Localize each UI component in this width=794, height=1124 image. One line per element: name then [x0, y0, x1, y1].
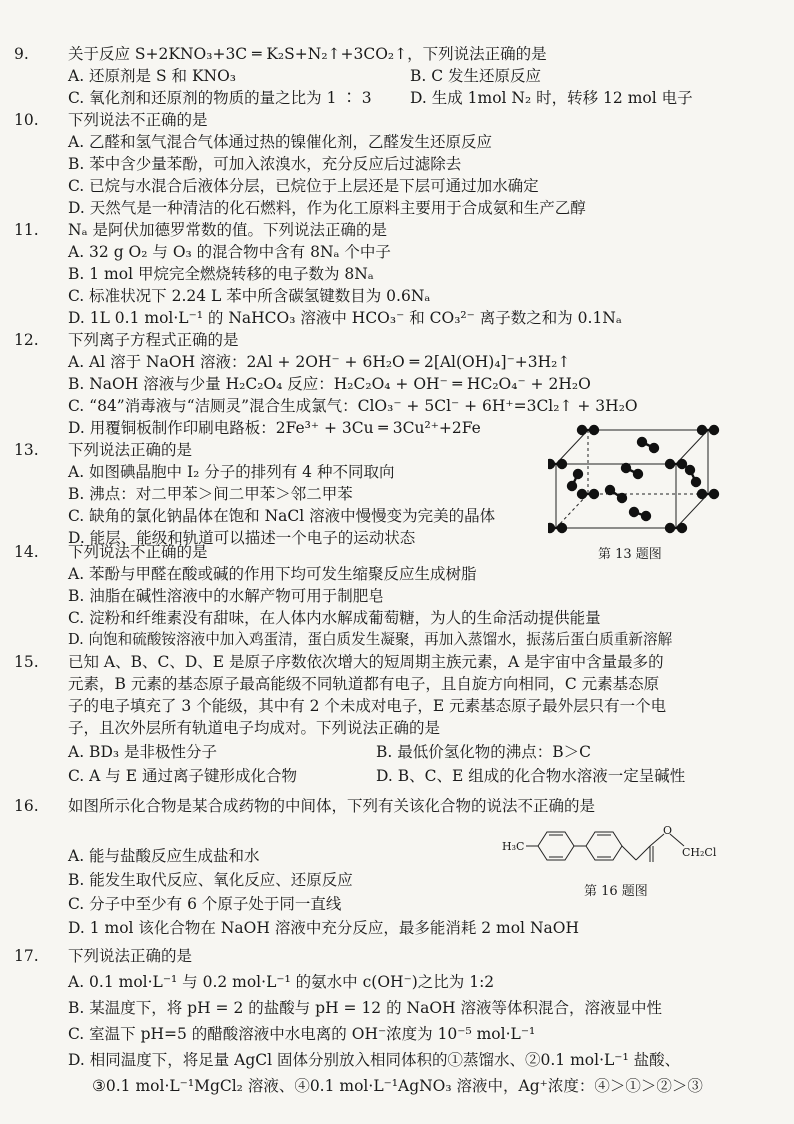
- question-10: [14, 108, 208, 130]
- option-d: D. 能层、能级和轨道可以描述一个电子的运动状态: [68, 529, 416, 547]
- option-d: D. 生成 1mol N₂ 时，转移 12 mol 电子: [410, 89, 693, 107]
- option-c: C. 分子中至少有 6 个原子处于同一直线: [68, 895, 342, 913]
- question-number: 12.: [14, 331, 39, 349]
- option-a: A. 苯酚与甲醛在酸或碱的作用下均可发生缩聚反应生成树脂: [68, 565, 477, 583]
- option-d: D. B、C、E 组成的化合物水溶液一定呈碱性: [376, 767, 686, 785]
- question-stem: 下列说法不正确的是: [68, 111, 208, 129]
- option-b: B. 最低价氢化物的沸点：B＞C: [376, 743, 591, 761]
- figure-13-caption: 第 13 题图: [598, 547, 662, 562]
- question-number: 11.: [14, 221, 39, 239]
- question-stem-line-2: 元素，B 元素的基态原子最高能级不同轨道都有电子，且自旋方向相同，C 元素基态原: [68, 675, 660, 693]
- oxygen-label: O: [663, 826, 673, 837]
- option-b: B. 沸点：对二甲苯＞间二甲苯＞邻二甲苯: [68, 485, 353, 503]
- option-c: C. 室温下 pH=5 的醋酸溶液中水电离的 OH⁻浓度为 10⁻⁵ mol·L⁻¹: [68, 1025, 536, 1043]
- question-14: [14, 540, 208, 562]
- option-b: B. NaOH 溶液与少量 H₂C₂O₄ 反应：H₂C₂O₄ + OH⁻ ═ HC₂O₄⁻ + 2H₂O: [68, 375, 591, 393]
- option-a: A. Al 溶于 NaOH 溶液：2Al + 2OH⁻ + 6H₂O ═ 2[Al(OH)₄]⁻+3H₂↑: [68, 353, 571, 371]
- option-a: A. 能与盐酸反应生成盐和水: [68, 847, 260, 865]
- option-b: B. 苯中含少量苯酚，可加入浓溴水，充分反应后过滤除去: [68, 155, 462, 173]
- question-number: 17.: [14, 947, 39, 965]
- methyl-label: H₃C: [502, 840, 525, 853]
- option-c: C. A 与 E 通过离子键形成化合物: [68, 767, 297, 785]
- option-a: A. 32 g O₂ 与 O₃ 的混合物中含有 8Nₐ 个中子: [68, 243, 391, 261]
- figure-16-caption: 第 16 题图: [584, 884, 648, 899]
- question-stem-line-4: 子，且次外层所有轨道电子均成对。下列说法正确的是: [68, 719, 441, 737]
- question-stem: 下列离子方程式正确的是: [68, 331, 239, 349]
- question-number: 14.: [14, 543, 39, 561]
- question-16: [14, 794, 595, 816]
- question-13: [14, 438, 192, 460]
- question-stem: 下列说法不正确的是: [68, 543, 208, 561]
- question-stem: 下列说法正确的是: [68, 947, 193, 965]
- question-stem-line-3: 子的电子填充了 3 个能级，其中有 2 个未成对电子，E 元素基态原子最外层只有一个电: [68, 697, 667, 715]
- question-stem: Nₐ 是阿伏加德罗常数的值。下列说法正确的是: [68, 221, 387, 239]
- question-number: 10.: [14, 111, 39, 129]
- question-9: [14, 42, 547, 64]
- compound-structure-figure: [500, 826, 740, 886]
- option-a: A. BD₃ 是非极性分子: [68, 743, 218, 761]
- option-c: C. 氧化剂和还原剂的物质的量之比为 1 ∶ 3: [68, 89, 372, 107]
- option-a: A. 还原剂是 S 和 KNO₃: [68, 67, 237, 85]
- option-d: D. 1 mol 该化合物在 NaOH 溶液中充分反应，最多能消耗 2 mol NaOH: [68, 919, 579, 937]
- iodine-unit-cell-figure: [548, 424, 724, 540]
- question-number: 9.: [14, 45, 29, 63]
- question-stem: 如图所示化合物是某合成药物的中间体，下列有关该化合物的说法不正确的是: [68, 797, 596, 815]
- question-stem-line-1: 已知 A、B、C、D、E 是原子序数依次增大的短周期主族元素，A 是宇宙中含量最多的: [68, 653, 664, 671]
- chloromethyl-label: CH₂Cl: [682, 846, 717, 859]
- option-d: D. 相同温度下，将足量 AgCl 固体分别放入相同体积的①蒸馏水、②0.1 mol·L⁻¹ 盐酸、: [68, 1051, 681, 1069]
- option-d: D. 向饱和硫酸铵溶液中加入鸡蛋清，蛋白质发生凝聚，再加入蒸馏水，振荡后蛋白质重新溶解: [68, 631, 673, 648]
- question-17: [14, 944, 192, 966]
- option-b: B. 某温度下，将 pH = 2 的盐酸与 pH = 12 的 NaOH 溶液等体积混合，溶液显中性: [68, 999, 662, 1017]
- option-b: B. 油脂在碱性溶液中的水解产物可用于制肥皂: [68, 587, 384, 605]
- question-number: 16.: [14, 797, 39, 815]
- option-d: D. 1L 0.1 mol·L⁻¹ 的 NaHCO₃ 溶液中 HCO₃⁻ 和 CO₃²⁻ 离子数之和为 0.1Nₐ: [68, 309, 622, 327]
- question-stem: 下列说法正确的是: [68, 441, 193, 459]
- question-number: 13.: [14, 441, 39, 459]
- option-b: B. 1 mol 甲烷完全燃烧转移的电子数为 8Nₐ: [68, 265, 374, 283]
- option-d: D. 用覆铜板制作印刷电路板：2Fe³⁺ + 3Cu ═ 3Cu²⁺+2Fe: [68, 419, 481, 437]
- option-c: C. “84”消毒液与“洁厕灵”混合生成氯气：ClO₃⁻ + 5Cl⁻ + 6H⁺=3Cl₂↑ + 3H₂O: [68, 397, 638, 415]
- question-12: [14, 328, 239, 350]
- option-c: C. 缺角的氯化钠晶体在饱和 NaCl 溶液中慢慢变为完美的晶体: [68, 507, 496, 525]
- option-a: A. 如图碘晶胞中 I₂ 分子的排列有 4 种不同取向: [68, 463, 395, 481]
- option-c: C. 已烷与水混合后液体分层，已烷位于上层还是下层可通过加水确定: [68, 177, 539, 195]
- option-c: C. 标准状况下 2.24 L 苯中所含碳氢键数目为 0.6Nₐ: [68, 287, 431, 305]
- question-11: [14, 218, 387, 240]
- option-a: A. 乙醛和氢气混合气体通过热的镍催化剂，乙醛发生还原反应: [68, 133, 493, 151]
- question-15: [14, 650, 664, 672]
- option-d: D. 天然气是一种清洁的化石燃料，作为化工原料主要用于合成氨和生产乙醇: [68, 199, 586, 217]
- question-stem: 关于反应 S+2KNO₃+3C ═ K₂S+N₂↑+3CO₂↑，下列说法正确的是: [68, 45, 547, 63]
- option-a: A. 0.1 mol·L⁻¹ 与 0.2 mol·L⁻¹ 的氨水中 c(OH⁻)之比为 1:2: [68, 973, 495, 991]
- question-number: 15.: [14, 653, 39, 671]
- option-b: B. C 发生还原反应: [410, 67, 542, 85]
- option-c: C. 淀粉和纤维素没有甜味，在人体内水解成葡萄糖，为人的生命活动提供能量: [68, 609, 601, 627]
- option-d-continued: ③0.1 mol·L⁻¹MgCl₂ 溶液、④0.1 mol·L⁻¹AgNO₃ 溶液中，Ag⁺浓度：④＞①＞②＞③: [92, 1077, 703, 1095]
- option-b: B. 能发生取代反应、氧化反应、还原反应: [68, 871, 353, 889]
